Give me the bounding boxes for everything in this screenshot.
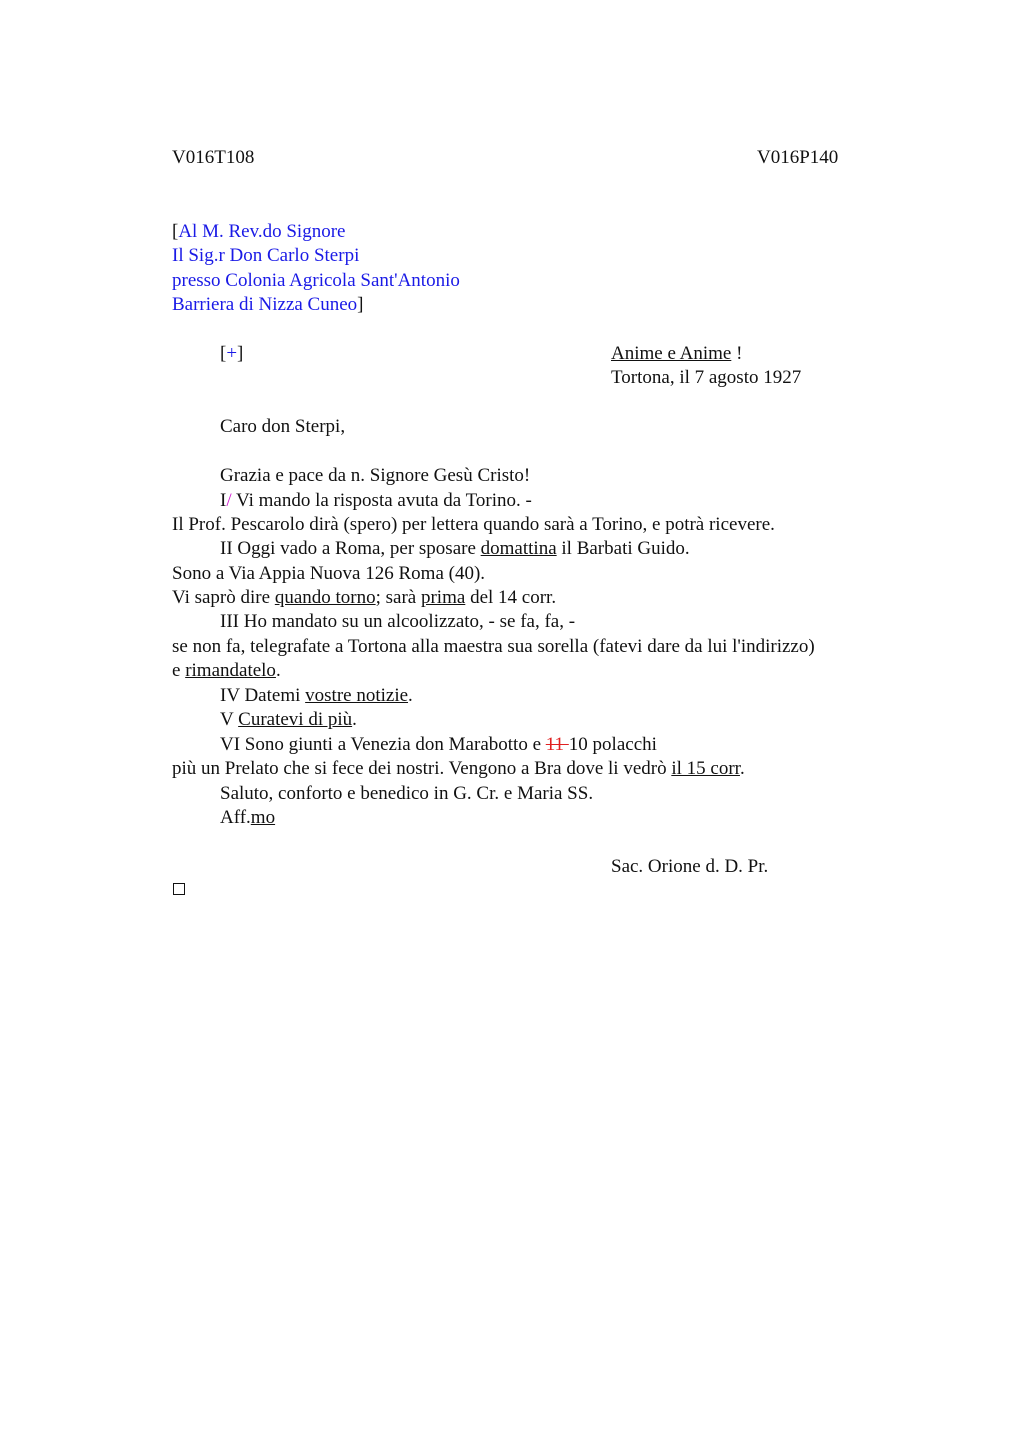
paragraph-2	[220, 537, 690, 561]
p3c-text-b: .	[275, 660, 281, 681]
p5-underlined: Curatevi di più	[238, 709, 353, 730]
p2c-text-b: ; sarà	[375, 587, 421, 608]
paragraph-1-cont: Il Prof. Pescarolo dirà (spero) per lettera quando sarà a Torino, e potrà ricevere.	[172, 514, 775, 535]
motto-text: Anime e Anime	[611, 343, 732, 364]
close-bracket: ]	[357, 294, 364, 315]
p6-text-b: 10 polacchi	[568, 734, 657, 755]
p5-text-b: .	[352, 709, 357, 730]
paragraph-3-cont-1: se non fa, telegrafate a Tortona alla maestra sua sorella (fatevi dare da lui l'indirizzo)	[172, 636, 815, 657]
salutation: Caro don Sterpi,	[220, 416, 346, 437]
address-line-4	[172, 293, 364, 317]
p1-text: Vi mando la risposta avuta da Torino. -	[231, 490, 532, 511]
signature: Sac. Orione d. D. Pr.	[611, 856, 769, 877]
p4-underlined: vostre notizie	[305, 685, 409, 706]
greeting: Grazia e pace da n. Signore Gesù Cristo!	[220, 465, 531, 486]
aff-text: Aff.	[220, 807, 251, 828]
end-square-icon	[173, 883, 185, 895]
p4-text-b: .	[408, 685, 413, 706]
p6c-underlined: il 15 corr	[671, 758, 740, 779]
paragraph-2-cont-2	[172, 586, 556, 610]
address-line-2: Il Sig.r Don Carlo Sterpi	[172, 245, 360, 266]
place-date: Tortona, il 7 agosto 1927	[611, 367, 802, 388]
cross-close: ]	[237, 343, 244, 364]
cross-open: [	[220, 343, 227, 364]
p1-number: I	[220, 490, 227, 511]
motto-exclamation: !	[731, 343, 743, 364]
address-line-1	[172, 220, 345, 244]
open-bracket: [	[172, 221, 179, 242]
p2c-underlined-1: quando torno	[274, 587, 376, 608]
p3c-underlined: rimandatelo	[185, 660, 276, 681]
motto	[611, 342, 742, 366]
address-line-3: presso Colonia Agricola Sant'Antonio	[172, 270, 460, 291]
header-right-code: V016P140	[757, 147, 839, 168]
p2-text-a: II Oggi vado a Roma, per sposare	[220, 538, 481, 559]
p3c-text-a: e	[172, 660, 186, 681]
paragraph-3-cont-2	[172, 659, 281, 683]
header-left-code: V016T108	[172, 147, 255, 168]
paragraph-1	[220, 489, 532, 513]
aff-superscript: mo	[250, 807, 276, 828]
cross-icon: +	[226, 343, 238, 364]
p2-text-b: il Barbati Guido.	[556, 538, 690, 559]
p2c-text-c: del 14 corr.	[465, 587, 557, 608]
paragraph-3: III Ho mandato su un alcoolizzato, - se fa, fa, -	[220, 611, 576, 632]
cross-mark	[220, 342, 243, 366]
paragraph-2-cont-1: Sono a Via Appia Nuova 126 Roma (40).	[172, 563, 486, 584]
paragraph-5	[220, 708, 357, 732]
p2-underlined: domattina	[480, 538, 557, 559]
address-line-1-text: Al M. Rev.do Signore	[178, 221, 346, 242]
p6-struck: 11	[545, 734, 569, 755]
p2c-underlined-2: prima	[420, 587, 466, 608]
p6-text-a: VI Sono giunti a Venezia don Marabotto e	[220, 734, 546, 755]
address-line-4-text: Barriera di Nizza Cuneo	[172, 294, 358, 315]
paragraph-4	[220, 684, 413, 708]
p4-text-a: IV Datemi	[220, 685, 306, 706]
affectionate-closing	[220, 806, 275, 830]
p1-mark: /	[226, 490, 232, 511]
paragraph-6-cont	[172, 757, 745, 781]
p6c-text-a: più un Prelato che si fece dei nostri. Vengono a Bra dove li vedrò	[172, 758, 672, 779]
p6c-text-b: .	[739, 758, 745, 779]
p5-text-a: V	[220, 709, 239, 730]
paragraph-6	[220, 733, 657, 757]
closing-blessing: Saluto, conforto e benedico in G. Cr. e Maria SS.	[220, 783, 594, 804]
p2c-text-a: Vi saprò dire	[172, 587, 275, 608]
